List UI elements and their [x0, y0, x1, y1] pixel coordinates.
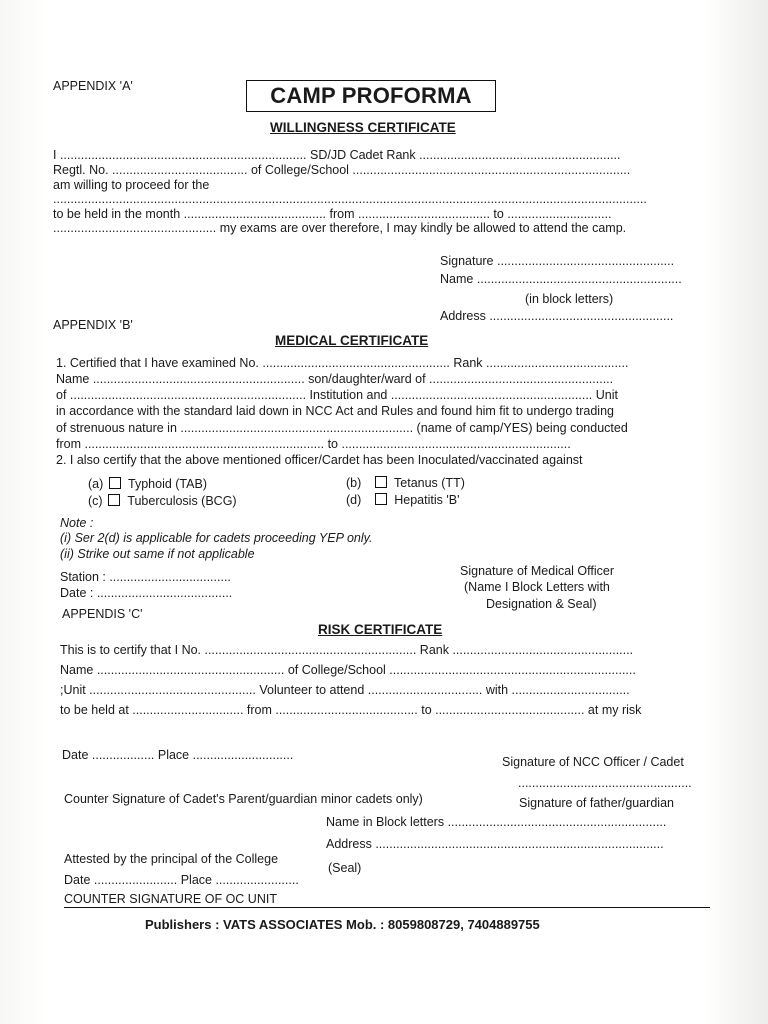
ncc-officer-signature: Signature of NCC Officer / Cadet [502, 755, 684, 769]
medical-line-5: of strenuous nature in ................................................................... (name of camp/YES) being conducted [56, 421, 628, 435]
checkbox-tetanus[interactable] [375, 476, 387, 488]
option-b-label: Tetanus (TT) [394, 476, 465, 490]
seal-label: (Seal) [328, 861, 362, 875]
medical-line-6: from ..................................................................... to .................................................................. [56, 437, 571, 451]
page-title: CAMP PROFORMA [246, 80, 496, 112]
option-b-key: (b) [346, 476, 362, 490]
name-field: Name ........................................................... [440, 272, 682, 286]
willingness-line-2: Regtl. No. ....................................... of College/School ................................................................................ [53, 163, 631, 177]
address-field: Address ..................................................... [440, 309, 674, 323]
counter-signature-oc-unit: COUNTER SIGNATURE OF OC UNIT [64, 892, 277, 906]
block-letters-note: (in block letters) [525, 292, 614, 306]
willingness-line-6: ............................................... my exams are over therefore, I may kindly be allowed to attend the camp. [53, 221, 627, 235]
willingness-line-1: I ....................................................................... SD/JD Cadet Rank .......................................................... [53, 148, 621, 162]
medical-date-field: Date : ....................................... [60, 586, 233, 600]
option-d [346, 493, 459, 508]
checkbox-typhoid[interactable] [109, 477, 121, 489]
risk-line-1: This is to certify that I No. ............................................................. Rank .................................................... [60, 643, 634, 657]
appendix-b-label: APPENDIX 'B' [53, 318, 133, 332]
publisher-line: Publishers : VATS ASSOCIATES Mob. : 8059808729, 7404889755 [145, 917, 540, 932]
option-d-key: (d) [346, 493, 362, 507]
station-field: Station : ................................... [60, 570, 231, 584]
willingness-line-5: to be held in the month ......................................... from ...................................... to .............................. [53, 207, 612, 221]
medical-line-7: 2. I also certify that the above mentioned officer/Cardet has been Inoculated/vaccinated against [56, 453, 583, 467]
medical-line-2: Name ............................................................. son/daughter/ward of ..................................................... [56, 372, 614, 386]
risk-date-place: Date .................. Place ............................. [62, 748, 294, 762]
appendix-a-label: APPENDIX 'A' [53, 79, 133, 93]
counter-signature-parent: Counter Signature of Cadet's Parent/guardian minor cadets only) [64, 792, 423, 806]
medical-officer-name-note: (Name I Block Letters with [464, 580, 610, 594]
risk-line-3: ;Unit ................................................ Volunteer to attend ................................. with .................................. [60, 683, 630, 697]
option-c [88, 494, 237, 509]
footer-divider [64, 907, 710, 908]
willingness-line-4: ........................................................................................................................................................................... [53, 192, 647, 206]
medical-line-3: of .................................................................... Institution and .......................................................... Unit [56, 388, 618, 402]
medical-officer-signature: Signature of Medical Officer [460, 564, 615, 578]
ncc-signature-dots: .................................................. [518, 776, 692, 790]
appendix-c-label: APPENDIS 'C' [62, 607, 143, 621]
risk-date-place-2: Date ........................ Place ........................ [64, 873, 299, 887]
risk-line-2: Name ...................................................... of College/School ....................................................................... [60, 663, 636, 677]
medical-line-1: 1. Certified that I have examined No. ...................................................... Rank ......................................... [56, 356, 629, 370]
willingness-line-3: am willing to proceed for the [53, 178, 210, 192]
option-a-label: Typhoid (TAB) [128, 477, 207, 491]
medical-line-4: in accordance with the standard laid down in NCC Act and Rules and found him fit to undergo trading [56, 404, 614, 418]
checkbox-tuberculosis[interactable] [108, 494, 120, 506]
note-1: (i) Ser 2(d) is applicable for cadets proceeding YEP only. [60, 531, 373, 545]
signature-field: Signature ................................................... [440, 254, 675, 268]
willingness-heading: WILLINGNESS CERTIFICATE [270, 120, 456, 135]
note-2: (ii) Strike out same if not applicable [60, 547, 255, 561]
father-guardian-signature: Signature of father/guardian [519, 796, 674, 810]
option-b [346, 476, 465, 491]
attested-by-principal: Attested by the principal of the College [64, 852, 279, 866]
medical-heading: MEDICAL CERTIFICATE [275, 333, 429, 348]
option-c-key: (c) [88, 494, 103, 508]
medical-officer-seal-note: Designation & Seal) [486, 597, 597, 611]
name-block-letters-field: Name in Block letters ............................................................... [326, 815, 667, 829]
risk-line-4: to be held at ................................ from ......................................... to ........................................... at my risk [60, 703, 642, 717]
risk-heading: RISK CERTIFICATE [318, 622, 443, 637]
option-c-label: Tuberculosis (BCG) [127, 494, 237, 508]
option-d-label: Hepatitis 'B' [394, 493, 460, 507]
note-title: Note : [60, 516, 94, 530]
checkbox-hepatitis[interactable] [375, 493, 387, 505]
risk-address-field: Address ................................................................................... [326, 837, 664, 851]
option-a [88, 477, 207, 492]
option-a-key: (a) [88, 477, 104, 491]
